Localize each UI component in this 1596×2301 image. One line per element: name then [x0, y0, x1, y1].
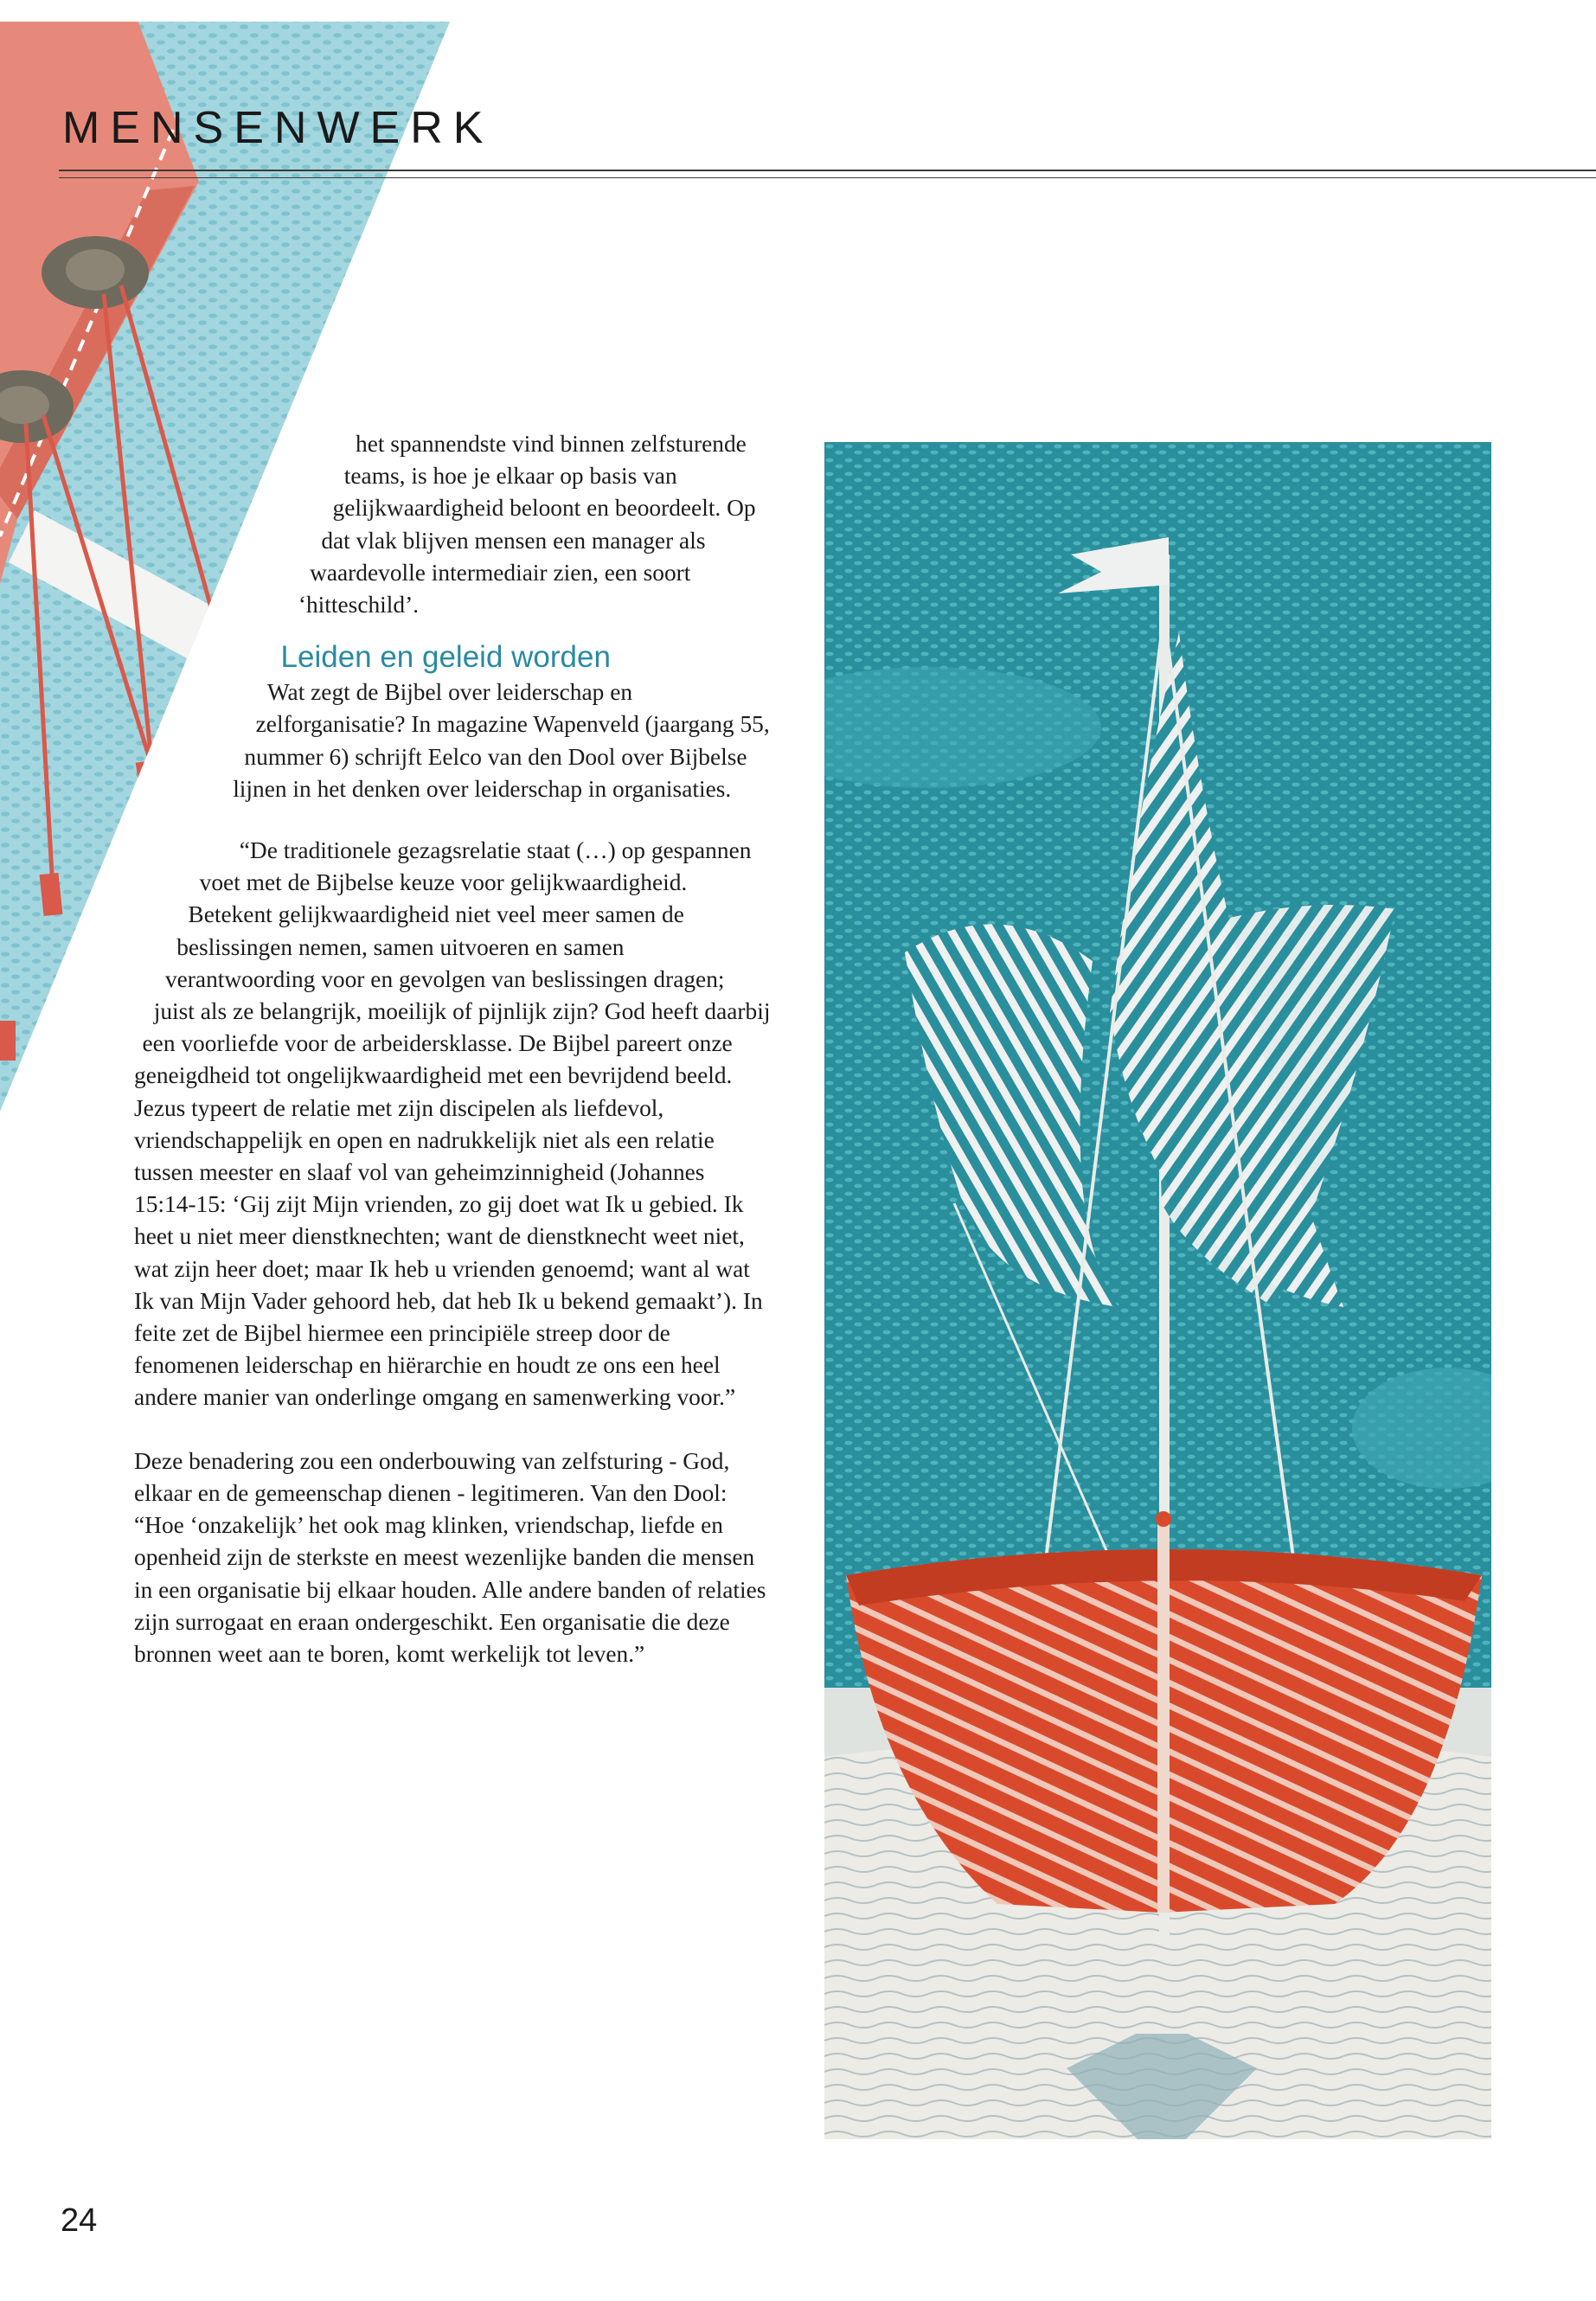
sailboat-illustration [824, 442, 1491, 2139]
header-rule [59, 170, 1596, 171]
intro-paragraph: het spannendste vind binnen zelfsturende teams, is hoe je elkaar op basis van gelijkwaardigheid beloont en beoordeelt. Op dat vlak blijven mensen een manager als waardevolle intermediair zien, een soort ‘hitteschild’. [298, 431, 756, 619]
header-rule-thin [59, 177, 1596, 178]
quote-paragraph: “De traditionele gezagsrelatie staat (…) op gespannen voet met de Bijbelse keuze voor gelijkwaardigheid. Betekent gelijkwaardigheid niet veel meer samen de beslissingen nemen, samen uitvoeren en samen verantwoording voor en gevolgen van beslissingen dragen; juist als ze belangrijk, moeilijk of pijnlijk zijn? God heeft daarbij een voorliefde voor de arbeidersklasse. De Bijbel pareert onze geneigdheid tot ongelijkwaardigheid met een bevrijdend beeld. Jezus typeert de relatie met zijn discipelen als liefdevol, vriendschappelijk en open en nadrukkelijk niet als een relatie tussen meester en slaaf vol van geheimzinnigheid (Johannes 15:14-15: ‘Gij zijt Mijn vrienden, zo gij doet wat Ik u gebied. Ik heet u niet meer dienstknechten; want de dienstknecht weet niet, wat zijn heer doet; maar Ik heb u vrienden genoemd; want al wat Ik van Mijn Vader gehoord heb, dat heb Ik u bekend gemaakt’). In feite zet de Bijbel hiermee een principiële streep door de fenomenen leiderschap en hiërarchie en houdt ze ons een heel andere manier van onderlinge omgang en samenwerking voor.” [134, 837, 771, 1411]
body-paragraph-1: Wat zegt de Bijbel over leiderschap en zelforganisatie? In magazine Wapenveld (jaargang 55, nummer 6) schrijft Eelco van den Dool over Bijbelse lijnen in het denken over leiderschap in organisaties. [233, 679, 770, 802]
section-label: MENSENWERK [62, 103, 494, 153]
article-body [134, 428, 771, 1968]
body-paragraph-2: Deze benadering zou een onderbouwing van zelfsturing - God, elkaar en de gemeenschap dienen - legitimeren. Van den Dool: “Hoe ‘onzakelijk’ het ook mag klinken, vriendschap, liefde en openheid zijn de sterkste en meest wezenlijke banden die mensen in een organisatie bij elkaar houden. Alle andere banden of relaties zijn surrogaat en eraan ondergeschikt. Een organisatie die deze bronnen weet aan te boren, komt werkelijk tot leven.” [134, 1447, 766, 1667]
subheading: Leiden en geleid worden [280, 640, 611, 675]
page-number: 24 [61, 2202, 98, 2239]
